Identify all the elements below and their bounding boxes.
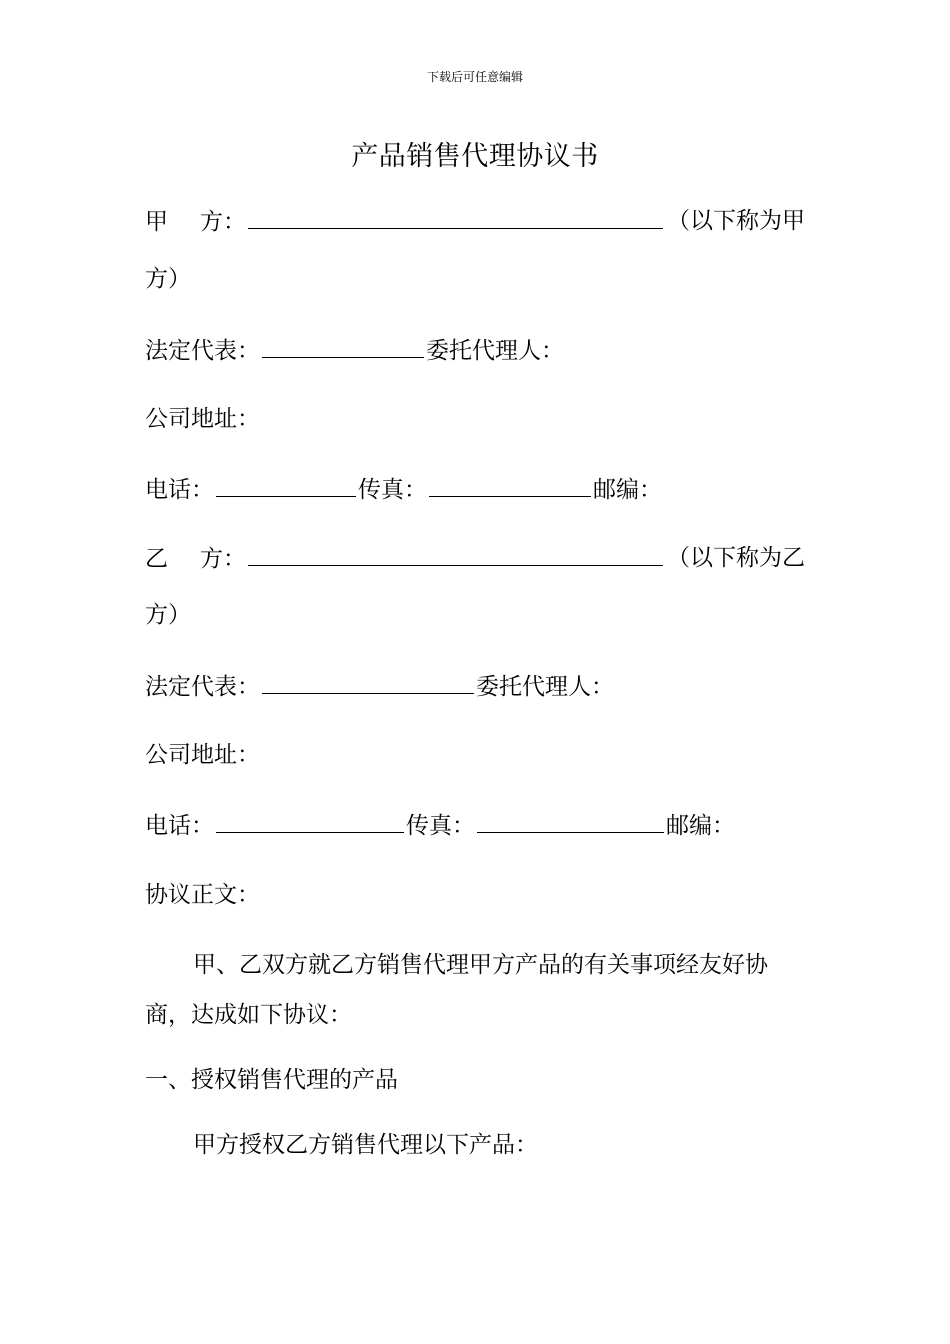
party-b-contact-line	[145, 810, 735, 841]
agent-label: 委托代理人：	[426, 338, 564, 364]
party-a-address-label: 公司地址：	[145, 406, 260, 432]
party-b-alias-note: （以下称为乙	[667, 545, 805, 571]
section-1-text: 甲方授权乙方销售代理以下产品：	[193, 1132, 538, 1158]
party-a-alias-note-cont: 方）	[145, 266, 191, 292]
party-a-legal-rep-field[interactable]	[262, 335, 424, 358]
party-b-line	[145, 543, 665, 574]
phone-label: 电话：	[145, 477, 214, 503]
party-b-address-label: 公司地址：	[145, 742, 260, 768]
page-header-note: 下载后可任意编辑	[426, 70, 523, 84]
postcode-label: 邮编：	[593, 477, 662, 503]
agent-label: 委托代理人：	[476, 674, 614, 700]
party-a-name-field[interactable]	[248, 206, 663, 229]
party-b-phone-field[interactable]	[216, 810, 404, 833]
postcode-label: 邮编：	[666, 813, 735, 839]
party-a-phone-field[interactable]	[216, 474, 356, 497]
party-b-label-char: 乙	[145, 546, 168, 572]
intro-paragraph-line1: 甲、乙双方就乙方销售代理甲方产品的有关事项经友好协	[193, 952, 768, 978]
party-a-legal-rep-line	[145, 335, 564, 366]
legal-rep-label: 法定代表：	[145, 338, 260, 364]
party-a-contact-line	[145, 474, 662, 505]
party-b-legal-rep-line	[145, 671, 614, 702]
fax-label: 传真：	[406, 813, 475, 839]
phone-label: 电话：	[145, 813, 214, 839]
party-b-label-suffix: 方：	[200, 546, 246, 572]
fax-label: 传真：	[358, 477, 427, 503]
intro-paragraph-line2: 商，达成如下协议：	[145, 1002, 352, 1028]
section-1-title: 一、授权销售代理的产品	[145, 1067, 398, 1093]
party-a-alias-note: （以下称为甲	[667, 208, 805, 234]
party-b-name-field[interactable]	[248, 543, 663, 566]
legal-rep-label: 法定代表：	[145, 674, 260, 700]
party-a-label-suffix: 方：	[200, 209, 246, 235]
party-b-legal-rep-field[interactable]	[262, 671, 474, 694]
party-b-fax-field[interactable]	[477, 810, 664, 833]
agreement-text-heading: 协议正文：	[145, 882, 260, 908]
document-title: 产品销售代理协议书	[351, 141, 599, 172]
party-a-label-char: 甲	[145, 209, 168, 235]
party-a-line	[145, 206, 665, 237]
party-a-fax-field[interactable]	[429, 474, 591, 497]
party-b-alias-note-cont: 方）	[145, 602, 191, 628]
